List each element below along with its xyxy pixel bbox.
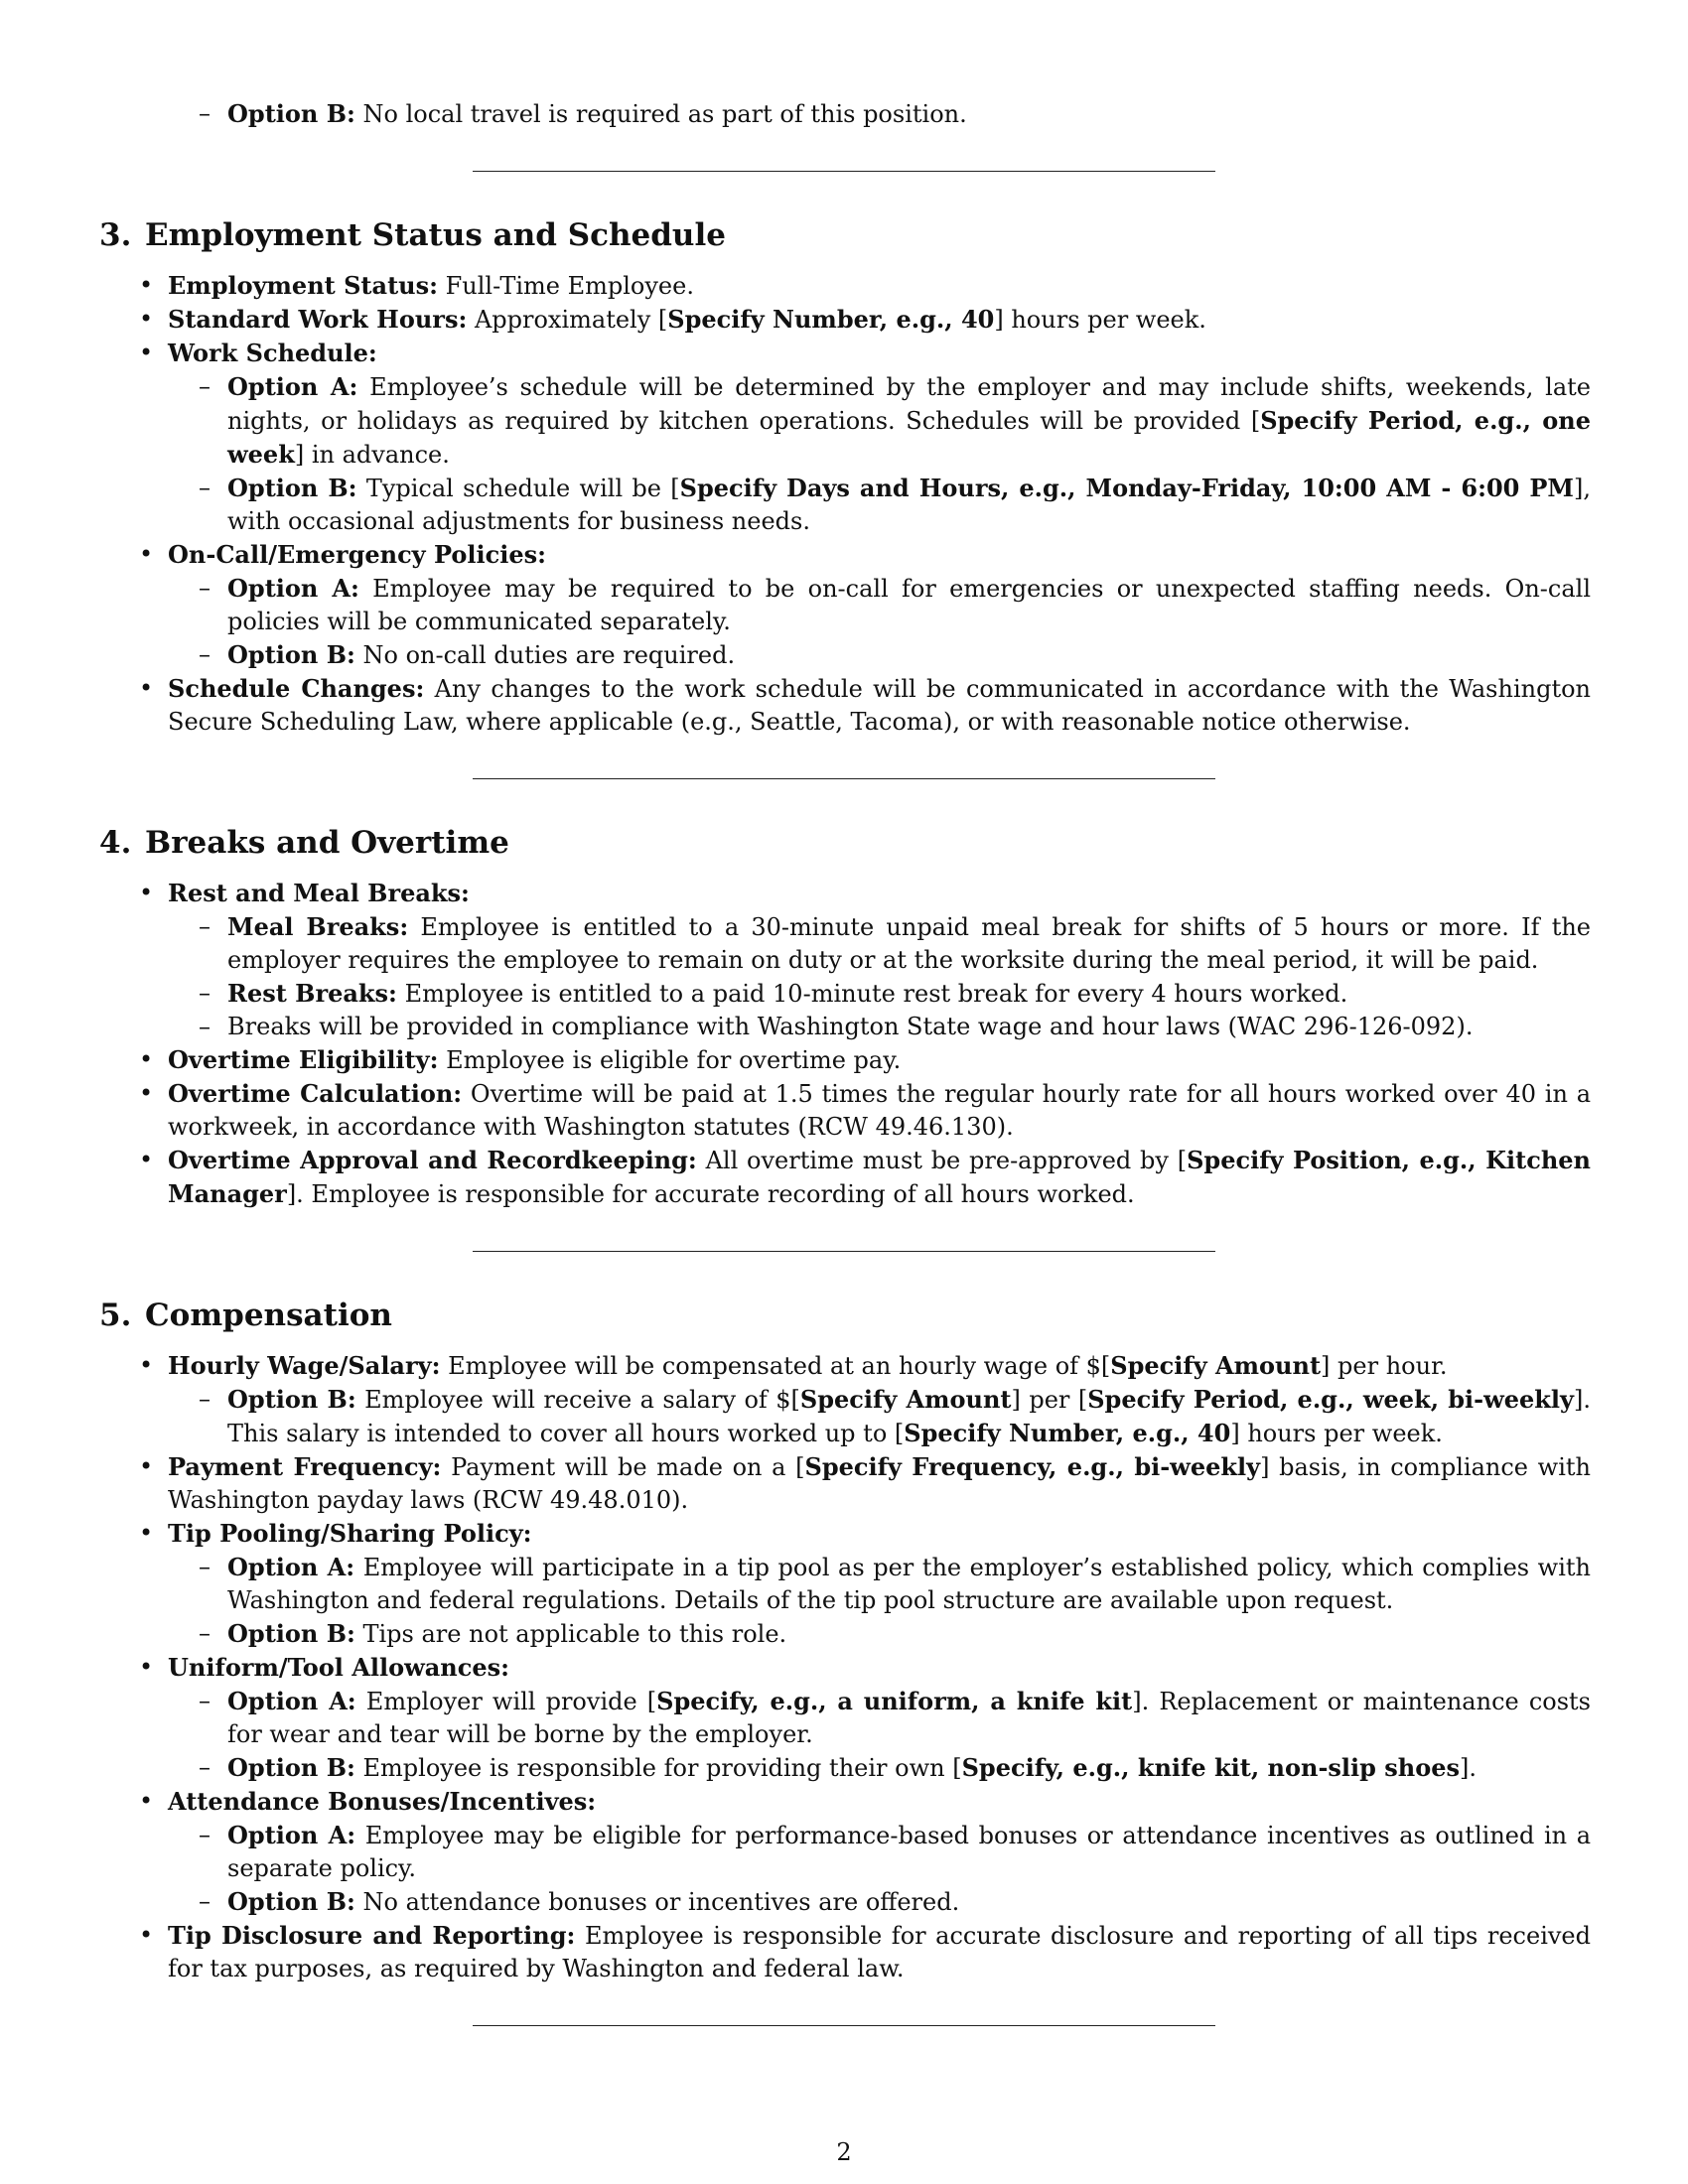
section-heading: 5. Compensation [99,1297,392,1333]
list-item: – Option A: Employee may be eligible for performance-based bonuses or attendance incentives as outlined in a separate policy. [199,1821,1591,1882]
list-item: • Tip Pooling/Sharing Policy: [139,1519,532,1548]
list-item: – Option A: Employee’s schedule will be determined by the employer and may include shifts, weekends, late nights, or holidays as required by kitchen operations. Schedules will be provided [Specify Period, e.g., one week] in advance. [199,372,1591,469]
page-number: 2 [836,2138,852,2166]
section-divider [473,1251,1215,1252]
list-item: • Standard Work Hours: Approximately [Specify Number, e.g., 40] hours per week. [139,305,1206,334]
section-heading: 3. Employment Status and Schedule [99,217,726,253]
list-item: • Overtime Approval and Recordkeeping: All overtime must be pre-approved by [Specify Position, e.g., Kitchen Manager]. Employee is responsible for accurate recording of all hours worked. [139,1146,1591,1208]
list-item: • Schedule Changes: Any changes to the work schedule will be communicated in accordance with the Washington Secure Scheduling Law, where applicable (e.g., Seattle, Tacoma), or with reasonable notice otherwise. [139,674,1591,736]
section-divider [473,2025,1215,2026]
section-heading: 4. Breaks and Overtime [99,825,509,861]
list-item: – Option B: No on-call duties are required. [199,640,736,669]
section-divider [473,778,1215,779]
list-item: – Option B: No local travel is required as part of this position. [199,99,967,128]
list-item: • Attendance Bonuses/Incentives: [139,1787,597,1816]
list-item: – Option A: Employee may be required to be on-call for emergencies or unexpected staffing needs. On-call policies will be communicated separately. [199,574,1591,635]
list-item: – Rest Breaks: Employee is entitled to a paid 10-minute rest break for every 4 hours worked. [199,979,1348,1008]
list-item: – Option A: Employee will participate in a tip pool as per the employer’s established policy, which complies with Washington and federal regulations. Details of the tip pool structure are available upon request. [199,1553,1592,1614]
list-item: – Option B: No attendance bonuses or incentives are offered. [199,1887,960,1916]
page-content [99,97,1591,2026]
list-item: – Breaks will be provided in compliance with Washington State wage and hour laws (WAC 296-126-092). [199,1013,1474,1040]
list-item: • On-Call/Emergency Policies: [139,540,546,569]
list-item: – Option B: Typical schedule will be [Specify Days and Hours, e.g., Monday-Friday, 10:00 AM - 6:00 PM], with occasional adjustments for business needs. [199,474,1591,535]
section-divider [473,171,1215,172]
list-item: – Meal Breaks: Employee is entitled to a 30-minute unpaid meal break for shifts of 5 hours or more. If the employer requires the employee to remain on duty or at the worksite during the meal period, it will be paid. [199,912,1591,974]
list-item: – Option B: Employee will receive a salary of $[Specify Amount] per [Specify Period, e.g., week, bi-weekly]. This salary is intended to cover all hours worked up to [Specify Number, e.g., 40] hours per week. [199,1385,1591,1447]
list-item: • Overtime Eligibility: Employee is eligible for overtime pay. [139,1045,902,1074]
list-item: • Overtime Calculation: Overtime will be paid at 1.5 times the regular hourly rate for all hours worked over 40 in a workweek, in accordance with Washington statutes (RCW 49.46.130). [139,1079,1592,1141]
list-item: • Tip Disclosure and Reporting: Employee is responsible for accurate disclosure and reporting of all tips received for tax purposes, as required by Washington and federal law. [139,1921,1592,1982]
list-item: – Option B: Tips are not applicable to this role. [199,1619,787,1648]
list-item: • Uniform/Tool Allowances: [139,1653,510,1682]
list-item: – Option A: Employer will provide [Specify, e.g., a uniform, a knife kit]. Replacement or maintenance costs for wear and tear will be borne by the employer. [199,1687,1591,1748]
list-item: • Work Schedule: [139,339,377,367]
list-item: • Payment Frequency: Payment will be made on a [Specify Frequency, e.g., bi-weekly] basis, in compliance with Washington payday laws (RCW 49.48.010). [139,1452,1591,1514]
list-item: • Hourly Wage/Salary: Employee will be compensated at an hourly wage of $[Specify Amount] per hour. [139,1351,1448,1380]
list-item: • Employment Status: Full-Time Employee. [139,271,694,300]
list-item: • Rest and Meal Breaks: [139,879,470,907]
list-item: – Option B: Employee is responsible for providing their own [Specify, e.g., knife kit, non-slip shoes]. [199,1753,1477,1782]
